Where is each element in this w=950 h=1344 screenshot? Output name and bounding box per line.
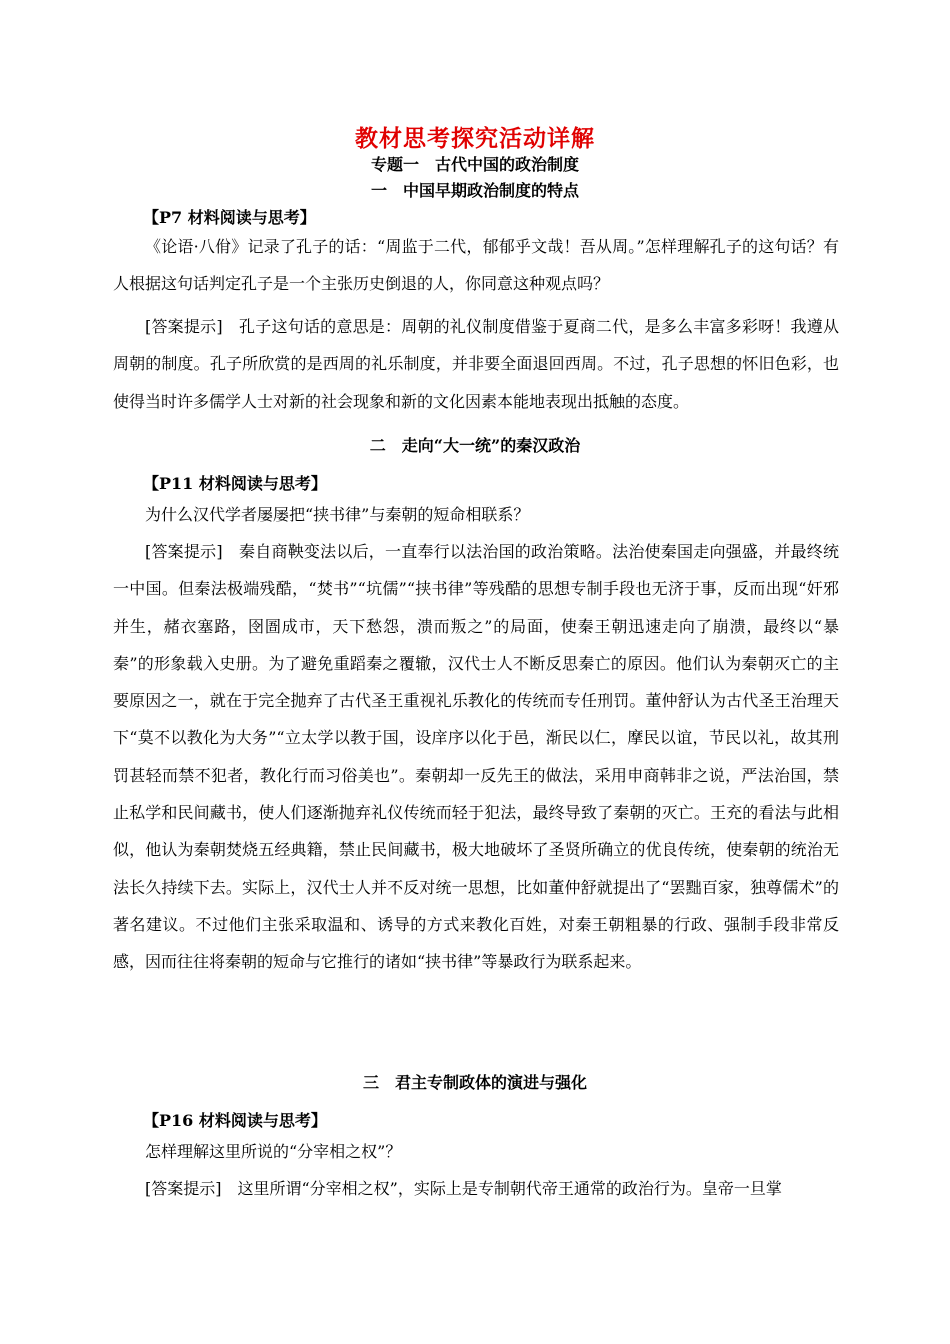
section-label-3: 【P16 材料阅读与思考】 (143, 1111, 327, 1130)
section-label-1: 【P7 材料阅读与思考】 (143, 208, 316, 227)
question-3: 怎样理解这里所说的“分宰相之权”？ (145, 1142, 402, 1161)
section-heading-2: 二 走向“大一统”的秦汉政治 (369, 436, 581, 455)
answer-2: [答案提示] 秦自商鞅变法以后，一直奉行以法治国的政治策略。法治使秦国走向强盛，并最终统一中国。但秦法极端残酷，“焚书”“坑儒”“挟书律”等残酷的思想专制手段也无济于事，反而出现“奸邪并生，赭衣塞路，囹圄成市，天下愁怨，溃而叛之”的局面，使秦王朝迅速走向了崩溃，最终以“暴秦”的形象载入史册。为了避免重蹈秦之覆辙，汉代士人不断反思秦亡的原因。他们认为秦朝灭亡的主要原因之一，就在于完全抛弃了古代圣王重视礼乐教化的传统而专任刑罚。董仲舒认为古代圣王治理天下“莫不以教化为大务”“立太学以教于国，设庠序以化于邑，渐民以仁，摩民以谊，节民以礼，故其刑罚甚轻而禁不犯者，教化行而习俗美也”。秦朝却一反先王的做法，采用申商韩非之说，严法治国，禁止私学和民间藏书，使人们逐渐抛弃礼仪传统而轻于犯法，最终导致了秦朝的灭亡。王充的看法与此相似，他认为秦朝焚烧五经典籍，禁止民间藏书，极大地破坏了圣贤所确立的优良传统，使秦朝的统治无法长久持续下去。实际上，汉代士人并不反对统一思想，比如董仲舒就提出了“罢黜百家，独尊儒术”的著名建议。不过他们主张采取温和、诱导的方式来教化百姓，对秦王朝粗暴的行政、强制手段非常反感，因而往往将秦朝的短命与它推行的诸如“挟书律”等暴政行为联系起来。 (113, 542, 839, 972)
topic-heading: 专题一 古代中国的政治制度 (370, 155, 579, 174)
question-1: 《论语·八佾》记录了孔子的话：“周监于二代，郁郁乎文哉！吾从周。”怎样理解孔子的这句话？有人根据这句话判定孔子是一个主张历史倒退的人，你同意这种观点吗？ (113, 237, 839, 294)
section-heading-3: 三 君主专制政体的演进与强化 (362, 1073, 587, 1092)
document-title: 教材思考探究活动详解 (355, 125, 595, 152)
answer-3: [答案提示] 这里所谓“分宰相之权”，实际上是专制朝代帝王通常的政治行为。皇帝一旦掌 (145, 1179, 782, 1198)
answer-1: [答案提示] 孔子这句话的意思是：周朝的礼仪制度借鉴于夏商二代，是多么丰富多彩呀！我遵从周朝的制度。孔子所欣赏的是西周的礼乐制度，并非要全面退回西周。不过，孔子思想的怀旧色彩，也使得当时许多儒学人士对新的社会现象和新的文化因素本能地表现出抵触的态度。 (113, 317, 839, 411)
section-heading-1: 一 中国早期政治制度的特点 (370, 181, 579, 200)
section-label-2: 【P11 材料阅读与思考】 (143, 474, 327, 493)
question-2: 为什么汉代学者屡屡把“挟书律”与秦朝的短命相联系？ (145, 505, 530, 524)
